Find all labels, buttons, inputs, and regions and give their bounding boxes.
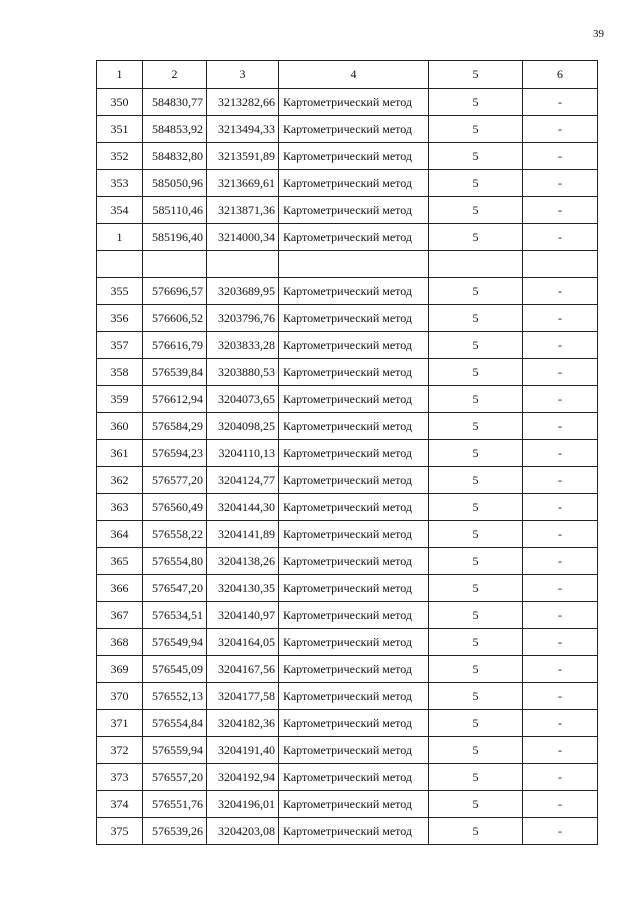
- accuracy-cell: 5: [429, 359, 523, 386]
- coord-y-cell: 3204141,89: [207, 521, 279, 548]
- accuracy-cell: 5: [429, 494, 523, 521]
- accuracy-cell: [429, 251, 523, 278]
- coord-x-cell: 576539,84: [143, 359, 207, 386]
- coord-x-cell: 576594,23: [143, 440, 207, 467]
- note-cell: -: [523, 170, 598, 197]
- coord-y-cell: 3204110,13: [207, 440, 279, 467]
- note-cell: -: [523, 602, 598, 629]
- coord-x-cell: 576577,20: [143, 467, 207, 494]
- point-number-cell: 1: [97, 224, 143, 251]
- coord-x-cell: 576552,13: [143, 683, 207, 710]
- coord-y-cell: 3204203,08: [207, 818, 279, 845]
- method-cell: Картометрический метод: [279, 602, 429, 629]
- table-row: [97, 548, 598, 575]
- table-header-row: [97, 61, 598, 89]
- coord-y-cell: 3213591,89: [207, 143, 279, 170]
- accuracy-cell: 5: [429, 116, 523, 143]
- accuracy-cell: 5: [429, 791, 523, 818]
- note-cell: -: [523, 656, 598, 683]
- method-cell: Картометрический метод: [279, 683, 429, 710]
- note-cell: -: [523, 224, 598, 251]
- method-cell: Картометрический метод: [279, 629, 429, 656]
- point-number-cell: 357: [97, 332, 143, 359]
- coord-x-cell: 576554,80: [143, 548, 207, 575]
- table-row: [97, 305, 598, 332]
- method-cell: Картометрический метод: [279, 818, 429, 845]
- note-cell: -: [523, 764, 598, 791]
- table-row: [97, 89, 598, 116]
- coord-y-cell: 3203833,28: [207, 332, 279, 359]
- note-cell: -: [523, 521, 598, 548]
- point-number-cell: [97, 251, 143, 278]
- note-cell: -: [523, 791, 598, 818]
- note-cell: -: [523, 278, 598, 305]
- method-cell: Картометрический метод: [279, 278, 429, 305]
- coord-y-cell: 3213871,36: [207, 197, 279, 224]
- header-cell-3: 3: [207, 61, 279, 89]
- coord-y-cell: 3214000,34: [207, 224, 279, 251]
- header-cell-4: 4: [279, 61, 429, 89]
- note-cell: -: [523, 710, 598, 737]
- coord-y-cell: 3204098,25: [207, 413, 279, 440]
- note-cell: -: [523, 818, 598, 845]
- point-number-cell: 373: [97, 764, 143, 791]
- table-row: [97, 251, 598, 278]
- coord-x-cell: 576606,52: [143, 305, 207, 332]
- accuracy-cell: 5: [429, 467, 523, 494]
- coord-y-cell: 3204124,77: [207, 467, 279, 494]
- accuracy-cell: 5: [429, 386, 523, 413]
- coord-x-cell: 576549,94: [143, 629, 207, 656]
- table-row: [97, 791, 598, 818]
- coord-y-cell: 3204073,65: [207, 386, 279, 413]
- note-cell: -: [523, 494, 598, 521]
- accuracy-cell: 5: [429, 764, 523, 791]
- coord-x-cell: 576545,09: [143, 656, 207, 683]
- coord-x-cell: 576616,79: [143, 332, 207, 359]
- method-cell: Картометрический метод: [279, 359, 429, 386]
- coord-y-cell: 3203796,76: [207, 305, 279, 332]
- method-cell: Картометрический метод: [279, 521, 429, 548]
- table-row: [97, 683, 598, 710]
- method-cell: Картометрический метод: [279, 116, 429, 143]
- table-row: [97, 737, 598, 764]
- method-cell: Картометрический метод: [279, 170, 429, 197]
- point-number-cell: 355: [97, 278, 143, 305]
- table-row: [97, 440, 598, 467]
- point-number-cell: 368: [97, 629, 143, 656]
- coord-x-cell: 585050,96: [143, 170, 207, 197]
- coordinates-table: [96, 60, 598, 845]
- table-row: [97, 602, 598, 629]
- table-row: [97, 278, 598, 305]
- note-cell: -: [523, 332, 598, 359]
- method-cell: Картометрический метод: [279, 332, 429, 359]
- table-row: [97, 629, 598, 656]
- coord-x-cell: 576539,26: [143, 818, 207, 845]
- note-cell: -: [523, 683, 598, 710]
- coord-y-cell: 3203689,95: [207, 278, 279, 305]
- coord-y-cell: 3204164,05: [207, 629, 279, 656]
- point-number-cell: 353: [97, 170, 143, 197]
- note-cell: -: [523, 413, 598, 440]
- accuracy-cell: 5: [429, 656, 523, 683]
- method-cell: Картометрический метод: [279, 575, 429, 602]
- note-cell: -: [523, 197, 598, 224]
- table-row: [97, 197, 598, 224]
- point-number-cell: 371: [97, 710, 143, 737]
- note-cell: -: [523, 467, 598, 494]
- coord-x-cell: 584853,92: [143, 116, 207, 143]
- accuracy-cell: 5: [429, 629, 523, 656]
- note-cell: -: [523, 359, 598, 386]
- method-cell: Картометрический метод: [279, 656, 429, 683]
- accuracy-cell: 5: [429, 683, 523, 710]
- method-cell: Картометрический метод: [279, 413, 429, 440]
- accuracy-cell: 5: [429, 305, 523, 332]
- table-row: [97, 764, 598, 791]
- method-cell: Картометрический метод: [279, 440, 429, 467]
- coord-y-cell: 3213669,61: [207, 170, 279, 197]
- coord-y-cell: 3204177,58: [207, 683, 279, 710]
- coord-x-cell: 576554,84: [143, 710, 207, 737]
- table-row: [97, 521, 598, 548]
- coord-x-cell: 585196,40: [143, 224, 207, 251]
- coord-y-cell: 3204167,56: [207, 656, 279, 683]
- header-cell-1: 1: [97, 61, 143, 89]
- accuracy-cell: 5: [429, 278, 523, 305]
- point-number-cell: 372: [97, 737, 143, 764]
- page-number: 39: [593, 28, 604, 40]
- coord-x-cell: 576551,76: [143, 791, 207, 818]
- note-cell: -: [523, 737, 598, 764]
- coord-x-cell: 576547,20: [143, 575, 207, 602]
- method-cell: Картометрический метод: [279, 89, 429, 116]
- note-cell: -: [523, 440, 598, 467]
- coord-x-cell: 584830,77: [143, 89, 207, 116]
- accuracy-cell: 5: [429, 818, 523, 845]
- point-number-cell: 350: [97, 89, 143, 116]
- point-number-cell: 363: [97, 494, 143, 521]
- point-number-cell: 369: [97, 656, 143, 683]
- accuracy-cell: 5: [429, 602, 523, 629]
- method-cell: Картометрический метод: [279, 737, 429, 764]
- coord-x-cell: 576612,94: [143, 386, 207, 413]
- accuracy-cell: 5: [429, 89, 523, 116]
- note-cell: -: [523, 305, 598, 332]
- coord-y-cell: 3204130,35: [207, 575, 279, 602]
- accuracy-cell: 5: [429, 224, 523, 251]
- note-cell: -: [523, 143, 598, 170]
- coord-x-cell: 576534,51: [143, 602, 207, 629]
- method-cell: Картометрический метод: [279, 386, 429, 413]
- table-row: [97, 575, 598, 602]
- coord-y-cell: 3204191,40: [207, 737, 279, 764]
- coord-x-cell: 576584,29: [143, 413, 207, 440]
- coord-x-cell: 576558,22: [143, 521, 207, 548]
- coord-y-cell: [207, 251, 279, 278]
- note-cell: -: [523, 116, 598, 143]
- coord-x-cell: [143, 251, 207, 278]
- coord-y-cell: 3213282,66: [207, 89, 279, 116]
- table-row: [97, 656, 598, 683]
- coord-x-cell: 576696,57: [143, 278, 207, 305]
- note-cell: -: [523, 386, 598, 413]
- coord-x-cell: 576559,94: [143, 737, 207, 764]
- table-row: [97, 332, 598, 359]
- method-cell: Картометрический метод: [279, 467, 429, 494]
- accuracy-cell: 5: [429, 332, 523, 359]
- note-cell: [523, 251, 598, 278]
- method-cell: Картометрический метод: [279, 710, 429, 737]
- coord-x-cell: 576560,49: [143, 494, 207, 521]
- table-row: [97, 224, 598, 251]
- table-row: [97, 818, 598, 845]
- point-number-cell: 374: [97, 791, 143, 818]
- point-number-cell: 356: [97, 305, 143, 332]
- point-number-cell: 359: [97, 386, 143, 413]
- point-number-cell: 351: [97, 116, 143, 143]
- accuracy-cell: 5: [429, 197, 523, 224]
- note-cell: -: [523, 629, 598, 656]
- accuracy-cell: 5: [429, 413, 523, 440]
- note-cell: -: [523, 548, 598, 575]
- method-cell: Картометрический метод: [279, 305, 429, 332]
- method-cell: [279, 251, 429, 278]
- table-row: [97, 494, 598, 521]
- point-number-cell: 375: [97, 818, 143, 845]
- accuracy-cell: 5: [429, 710, 523, 737]
- accuracy-cell: 5: [429, 440, 523, 467]
- coord-y-cell: 3204192,94: [207, 764, 279, 791]
- note-cell: -: [523, 89, 598, 116]
- point-number-cell: 370: [97, 683, 143, 710]
- point-number-cell: 365: [97, 548, 143, 575]
- point-number-cell: 360: [97, 413, 143, 440]
- coord-y-cell: 3204140,97: [207, 602, 279, 629]
- point-number-cell: 358: [97, 359, 143, 386]
- table-row: [97, 116, 598, 143]
- accuracy-cell: 5: [429, 143, 523, 170]
- method-cell: Картометрический метод: [279, 791, 429, 818]
- method-cell: Картометрический метод: [279, 548, 429, 575]
- accuracy-cell: 5: [429, 170, 523, 197]
- method-cell: Картометрический метод: [279, 224, 429, 251]
- point-number-cell: 367: [97, 602, 143, 629]
- method-cell: Картометрический метод: [279, 764, 429, 791]
- table-row: [97, 413, 598, 440]
- accuracy-cell: 5: [429, 575, 523, 602]
- method-cell: Картометрический метод: [279, 197, 429, 224]
- header-cell-5: 5: [429, 61, 523, 89]
- coord-x-cell: 576557,20: [143, 764, 207, 791]
- header-cell-2: 2: [143, 61, 207, 89]
- coord-y-cell: 3204196,01: [207, 791, 279, 818]
- accuracy-cell: 5: [429, 737, 523, 764]
- table-row: [97, 143, 598, 170]
- coord-x-cell: 584832,80: [143, 143, 207, 170]
- header-cell-6: 6: [523, 61, 598, 89]
- coord-x-cell: 585110,46: [143, 197, 207, 224]
- table-row: [97, 170, 598, 197]
- point-number-cell: 362: [97, 467, 143, 494]
- note-cell: -: [523, 575, 598, 602]
- point-number-cell: 361: [97, 440, 143, 467]
- point-number-cell: 366: [97, 575, 143, 602]
- method-cell: Картометрический метод: [279, 494, 429, 521]
- coord-y-cell: 3213494,33: [207, 116, 279, 143]
- point-number-cell: 352: [97, 143, 143, 170]
- point-number-cell: 364: [97, 521, 143, 548]
- coord-y-cell: 3204182,36: [207, 710, 279, 737]
- accuracy-cell: 5: [429, 548, 523, 575]
- table-row: [97, 386, 598, 413]
- table-body: [97, 61, 598, 845]
- table-row: [97, 359, 598, 386]
- point-number-cell: 354: [97, 197, 143, 224]
- table-row: [97, 467, 598, 494]
- coord-y-cell: 3204138,26: [207, 548, 279, 575]
- method-cell: Картометрический метод: [279, 143, 429, 170]
- accuracy-cell: 5: [429, 521, 523, 548]
- coord-y-cell: 3203880,53: [207, 359, 279, 386]
- table-row: [97, 710, 598, 737]
- coord-y-cell: 3204144,30: [207, 494, 279, 521]
